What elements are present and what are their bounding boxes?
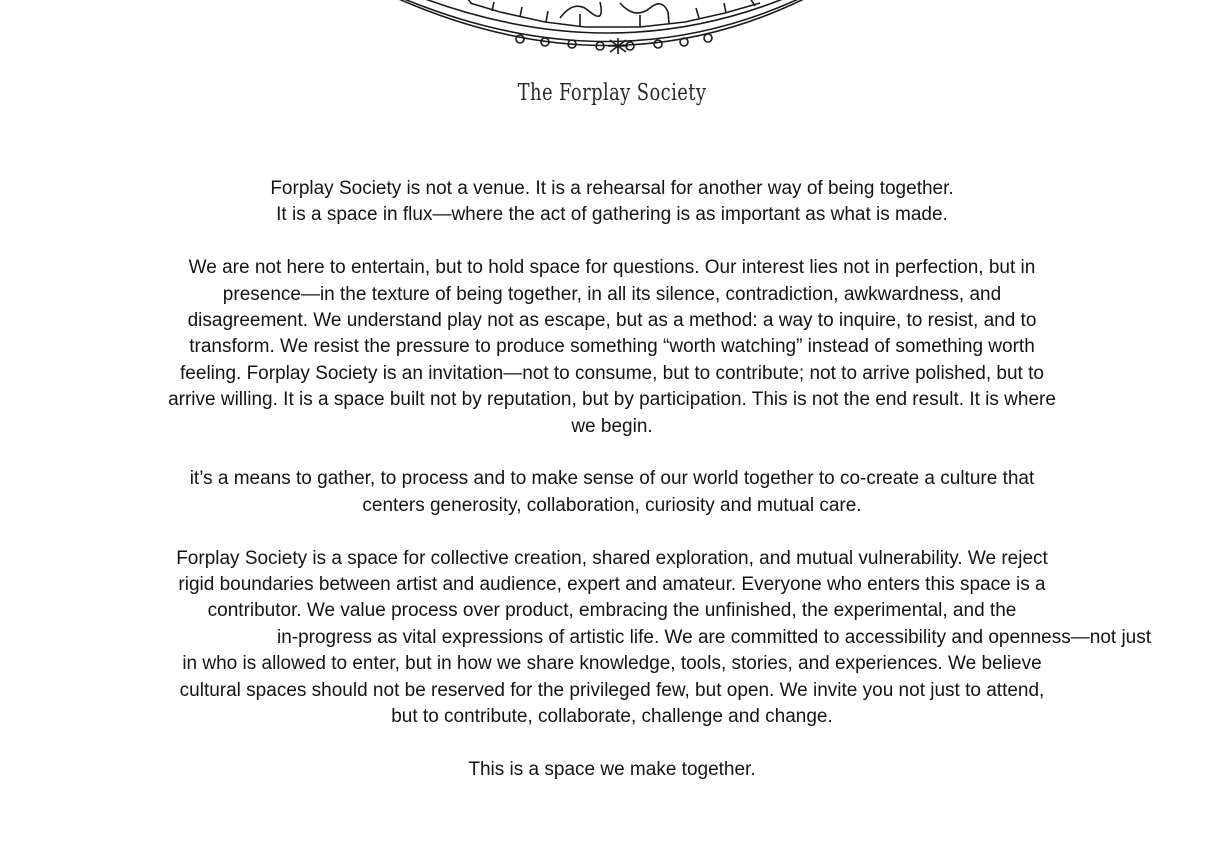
text-line: rigid boundaries between artist and audience, expert and amateur. Everyone who enters this space is a [178,574,1046,596]
text-line: in who is allowed to enter, but in how we share knowledge, tools, stories, and experiences. We believe [182,653,1042,675]
text-line: we begin. [571,415,653,437]
manifesto-text [0,176,1224,810]
paragraph-presence [0,255,1224,440]
paragraph-closing [0,757,1224,783]
text-line: contributor. We value process over product, embracing the unfinished, the experimental, and the [207,600,1017,622]
text-line: It is a space in flux—where the act of gathering is as important as what is made. [276,204,948,226]
text-line: centers generosity, collaboration, curiosity and mutual care. [362,494,862,516]
text-line: This is a space we make together. [468,758,756,780]
paragraph-values [0,546,1224,731]
text-line: arrive willing. It is a space built not by reputation, but by participation. This is not the end result. It is where [168,389,1056,411]
text-line: in-progress as vital expressions of artistic life. We are committed to accessibility and openness—not just [276,626,1152,648]
text-line: cultural spaces should not be reserved for the privileged few, but open. We invite you not just to attend, [179,679,1045,701]
text-line: presence—in the texture of being together, in all its silence, contradiction, awkwardness, and [222,283,1002,305]
text-line: but to contribute, collaborate, challenge and change. [391,706,833,728]
forplay-society-emblem [380,0,820,70]
text-line: We are not here to entertain, but to hold space for questions. Our interest lies not in perfection, but in [188,257,1036,279]
text-line: transform. We resist the pressure to produce something “worth watching” instead of something worth [189,336,1035,358]
text-line: Forplay Society is not a venue. It is a rehearsal for another way of being together. [270,178,954,199]
logo-wordmark: The Forplay Society [517,80,707,106]
text-line: feeling. Forplay Society is an invitation—not to consume, but to contribute; not to arrive polished, but to [180,362,1044,384]
text-line: Forplay Society is a space for collective creation, shared exploration, and mutual vulnerability. We reject [176,547,1048,569]
text-line: disagreement. We understand play not as escape, but as a method: a way to inquire, to resist, and to [187,310,1037,332]
paragraph-purpose [0,466,1224,519]
paragraph-intro [0,176,1224,229]
text-line: it’s a means to gather, to process and to make sense of our world together to co-create a culture that [189,468,1035,490]
